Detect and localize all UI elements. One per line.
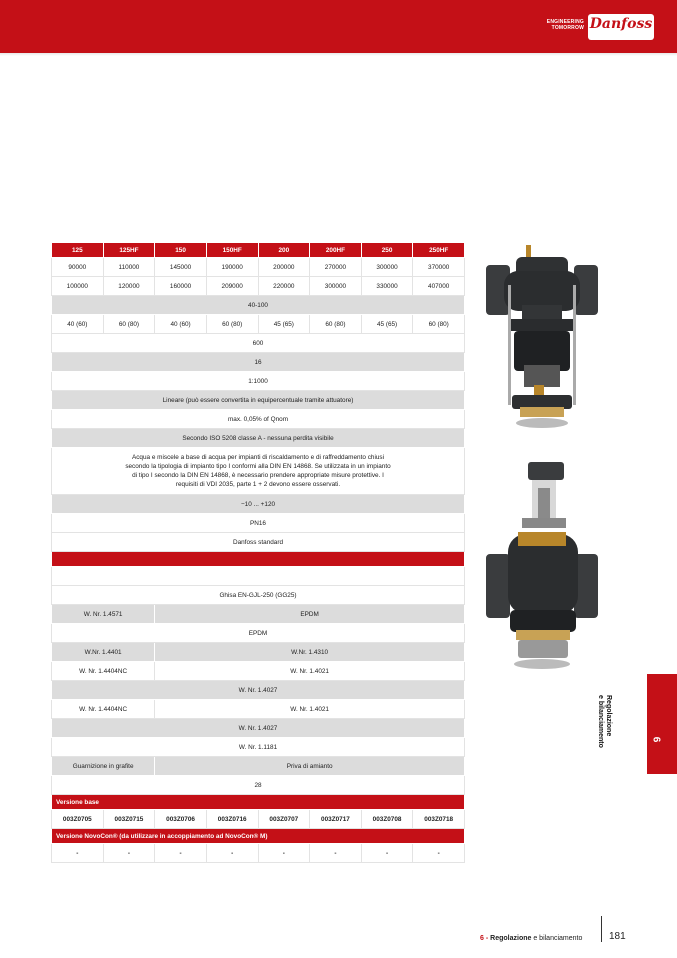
table-cell: 28 — [52, 776, 465, 795]
table-row — [52, 372, 465, 391]
table-cell: W. Nr. 1.4404NC — [52, 700, 155, 719]
table-cell: 90000 — [52, 258, 104, 277]
table-cell: EPDM — [52, 624, 465, 643]
table-cell: Priva di amianto — [155, 757, 465, 776]
table-cell — [52, 567, 465, 586]
table-row — [52, 700, 465, 719]
table-cell: W. Nr. 1.4571 — [52, 605, 155, 624]
table-cell: 370000 — [413, 258, 465, 277]
table-cell: 45 (65) — [361, 315, 413, 334]
table-cell: max. 0,05% of Qnom — [52, 410, 465, 429]
page-number: 181 — [609, 931, 626, 942]
table-row — [52, 334, 465, 353]
table-cell: 60 (80) — [413, 315, 465, 334]
table-row — [52, 681, 465, 700]
table-cell: 60 (80) — [103, 315, 155, 334]
valve-photo-novocon — [478, 462, 606, 674]
table-row — [52, 410, 465, 429]
table-cell: W.Nr. 1.4401 — [52, 643, 155, 662]
footer-section-bold: Regolazione — [490, 935, 532, 942]
table-cell: 40 (60) — [52, 315, 104, 334]
table-cell: W. Nr. 1.4027 — [52, 719, 465, 738]
table-cell: 300000 — [361, 258, 413, 277]
footer-section-rest: e bilanciamento — [533, 935, 583, 942]
table-row — [52, 495, 465, 514]
table-cell: −10 ... +120 — [52, 495, 465, 514]
table-row — [52, 353, 465, 372]
danfoss-logo[interactable] — [588, 14, 654, 40]
table-cell: 270000 — [310, 258, 362, 277]
table-cell: Acqua e miscele a base di acqua per impianti di riscaldamento e di raffreddamento chiusi secondo la tipologia di impianto tipo I conformi alla DIN EN 14868. Se utilizzata in un impianto di tipo I secondo la DIN EN 14868, è necessario prendere appropriate misure protettive. I requisiti di VDI 2035, parte 1 + 2 devono essere osservati. — [52, 448, 465, 495]
table-cell: Guarnizione in grafite — [52, 757, 155, 776]
table-cell: W. Nr. 1.4021 — [155, 700, 465, 719]
table-cell: W. Nr. 1.1181 — [52, 738, 465, 757]
code-cell: - — [361, 844, 413, 863]
table-cell: 100000 — [52, 277, 104, 296]
header-cell: 200 — [258, 243, 310, 258]
table-cell: 600 — [52, 334, 465, 353]
table-cell: W.Nr. 1.4310 — [155, 643, 465, 662]
table-row — [52, 810, 465, 829]
code-cell: 003Z0705 — [52, 810, 104, 829]
table-row — [52, 296, 465, 315]
header-cell: 250 — [361, 243, 413, 258]
table-cell: 110000 — [103, 258, 155, 277]
code-cell: 003Z0707 — [258, 810, 310, 829]
header-cell: 200HF — [310, 243, 362, 258]
table-cell: 407000 — [413, 277, 465, 296]
section-title-base — [52, 795, 465, 810]
section-divider — [52, 552, 465, 567]
table-cell: Ghisa EN-GJL-250 (GG25) — [52, 586, 465, 605]
side-title-line-2: e bilanciamento — [597, 695, 604, 748]
table-row — [52, 429, 465, 448]
table-cell: W. Nr. 1.4027 — [52, 681, 465, 700]
table-row — [52, 605, 465, 624]
code-cell: - — [155, 844, 207, 863]
table-cell: 40 (60) — [155, 315, 207, 334]
table-row — [52, 533, 465, 552]
footer-chapter-number: 6 — [480, 935, 484, 942]
table-cell: 40-100 — [52, 296, 465, 315]
code-cell: 003Z0708 — [361, 810, 413, 829]
table-cell: W. Nr. 1.4021 — [155, 662, 465, 681]
table-row — [52, 624, 465, 643]
header-cell: 150HF — [206, 243, 258, 258]
code-cell: - — [310, 844, 362, 863]
section-title-cell: Versione base — [52, 795, 465, 810]
table-cell: 200000 — [258, 258, 310, 277]
table-row — [52, 514, 465, 533]
table-row — [52, 277, 465, 296]
code-cell: - — [413, 844, 465, 863]
section-title-cell: Versione NovoCon® (da utilizzare in accoppiamento ad NovoCon® M) — [52, 829, 465, 844]
table-row — [52, 719, 465, 738]
table-cell: 1:1000 — [52, 372, 465, 391]
code-cell: - — [258, 844, 310, 863]
table-header-row — [52, 243, 465, 258]
table-cell: 220000 — [258, 277, 310, 296]
table-cell: 160000 — [155, 277, 207, 296]
table-cell: 60 (80) — [310, 315, 362, 334]
code-cell: - — [206, 844, 258, 863]
table-cell: 16 — [52, 353, 465, 372]
header-cell: 125HF — [103, 243, 155, 258]
table-row — [52, 391, 465, 410]
logo-text: Danfoss — [589, 16, 653, 32]
table-cell: 145000 — [155, 258, 207, 277]
footer-separator: - — [485, 935, 489, 942]
table-cell: PN16 — [52, 514, 465, 533]
code-cell: 003Z0715 — [103, 810, 155, 829]
code-cell: - — [103, 844, 155, 863]
valve-photo-base — [478, 245, 606, 433]
table-row — [52, 258, 465, 277]
tagline-line-2: TOMORROW — [551, 25, 584, 31]
table-cell: 330000 — [361, 277, 413, 296]
page-footer — [480, 935, 582, 942]
table-row — [52, 757, 465, 776]
table-row — [52, 586, 465, 605]
section-title-novocon — [52, 829, 465, 844]
table-row — [52, 643, 465, 662]
footer-divider — [601, 916, 602, 942]
chapter-side-tab[interactable] — [647, 674, 677, 774]
code-cell: - — [52, 844, 104, 863]
tagline-line-1: ENGINEERING — [546, 19, 584, 25]
table-cell: 45 (65) — [258, 315, 310, 334]
table-cell: 209000 — [206, 277, 258, 296]
header-bar — [0, 0, 677, 53]
table-row — [52, 567, 465, 586]
table-row — [52, 844, 465, 863]
code-cell: 003Z0718 — [413, 810, 465, 829]
table-row — [52, 662, 465, 681]
brand-tagline — [538, 19, 584, 31]
table-cell: Secondo ISO 5208 classe A - nessuna perdita visibile — [52, 429, 465, 448]
table-cell: EPDM — [155, 605, 465, 624]
chapter-number: 6 — [650, 736, 662, 743]
header-cell: 250HF — [413, 243, 465, 258]
specification-table — [51, 242, 465, 863]
table-cell: Lineare (può essere convertita in equipercentuale tramite attuatore) — [52, 391, 465, 410]
empty-red-row — [52, 552, 465, 567]
table-cell: W. Nr. 1.4404NC — [52, 662, 155, 681]
table-row — [52, 776, 465, 795]
table-cell: 300000 — [310, 277, 362, 296]
side-title-line-1: Regolazione — [605, 695, 612, 737]
chapter-side-title — [596, 695, 612, 795]
code-cell: 003Z0706 — [155, 810, 207, 829]
table-row — [52, 315, 465, 334]
table-cell: 120000 — [103, 277, 155, 296]
table-cell: 60 (80) — [206, 315, 258, 334]
table-row — [52, 738, 465, 757]
header-cell: 150 — [155, 243, 207, 258]
header-shade — [0, 53, 677, 56]
code-cell: 003Z0716 — [206, 810, 258, 829]
code-cell: 003Z0717 — [310, 810, 362, 829]
table-row — [52, 448, 465, 495]
table-cell: 190000 — [206, 258, 258, 277]
header-cell: 125 — [52, 243, 104, 258]
table-cell: Danfoss standard — [52, 533, 465, 552]
